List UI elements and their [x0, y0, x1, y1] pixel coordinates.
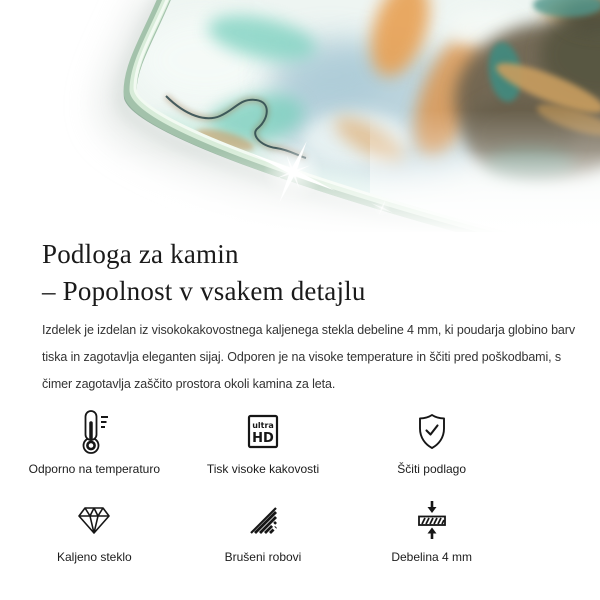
features-grid [10, 408, 516, 564]
page-title [42, 236, 572, 310]
product-info-section [0, 236, 600, 564]
feature-label: Brušeni robovi [224, 550, 302, 564]
feature-label: Odporno na temperaturo [28, 462, 161, 476]
feature-print-quality [179, 408, 348, 476]
title-line-1: Podloga za kamin [42, 239, 239, 269]
svg-text:ultra: ultra [252, 421, 274, 430]
feature-label: Kaljeno steklo [56, 550, 132, 564]
diamond-icon [77, 496, 111, 544]
ultra-hd-icon [247, 408, 279, 456]
feature-label: Ščiti podlago [397, 462, 467, 476]
feature-label: Tisk visoke kakovosti [206, 462, 320, 476]
title-line-2: – Popolnost v vsakem detajlu [42, 276, 366, 306]
svg-text:HD: HD [252, 431, 274, 446]
thermometer-icon [77, 408, 111, 456]
feature-temperature [10, 408, 179, 476]
feature-ground-edges [179, 496, 348, 564]
feature-tempered-glass [10, 496, 179, 564]
feature-label: Debelina 4 mm [391, 550, 473, 564]
thickness-arrows-icon [417, 496, 447, 544]
hatched-edge-icon [248, 496, 278, 544]
hero-image [0, 0, 600, 232]
shield-check-icon [417, 408, 447, 456]
feature-protects [347, 408, 516, 476]
product-description: Izdelek je izdelan iz visokokakovostnega kaljenega stekla debeline 4 mm, ki poudarja globino barv tiska in zagotavlja eleganten sijaj. Odporen je na visoke temperature in ščiti pred poškodbami, s čimer zagotavlja zaščito prostora okoli kamina za leta. [42, 323, 575, 391]
glass-panel-illustration [0, 0, 600, 232]
feature-thickness [347, 496, 516, 564]
